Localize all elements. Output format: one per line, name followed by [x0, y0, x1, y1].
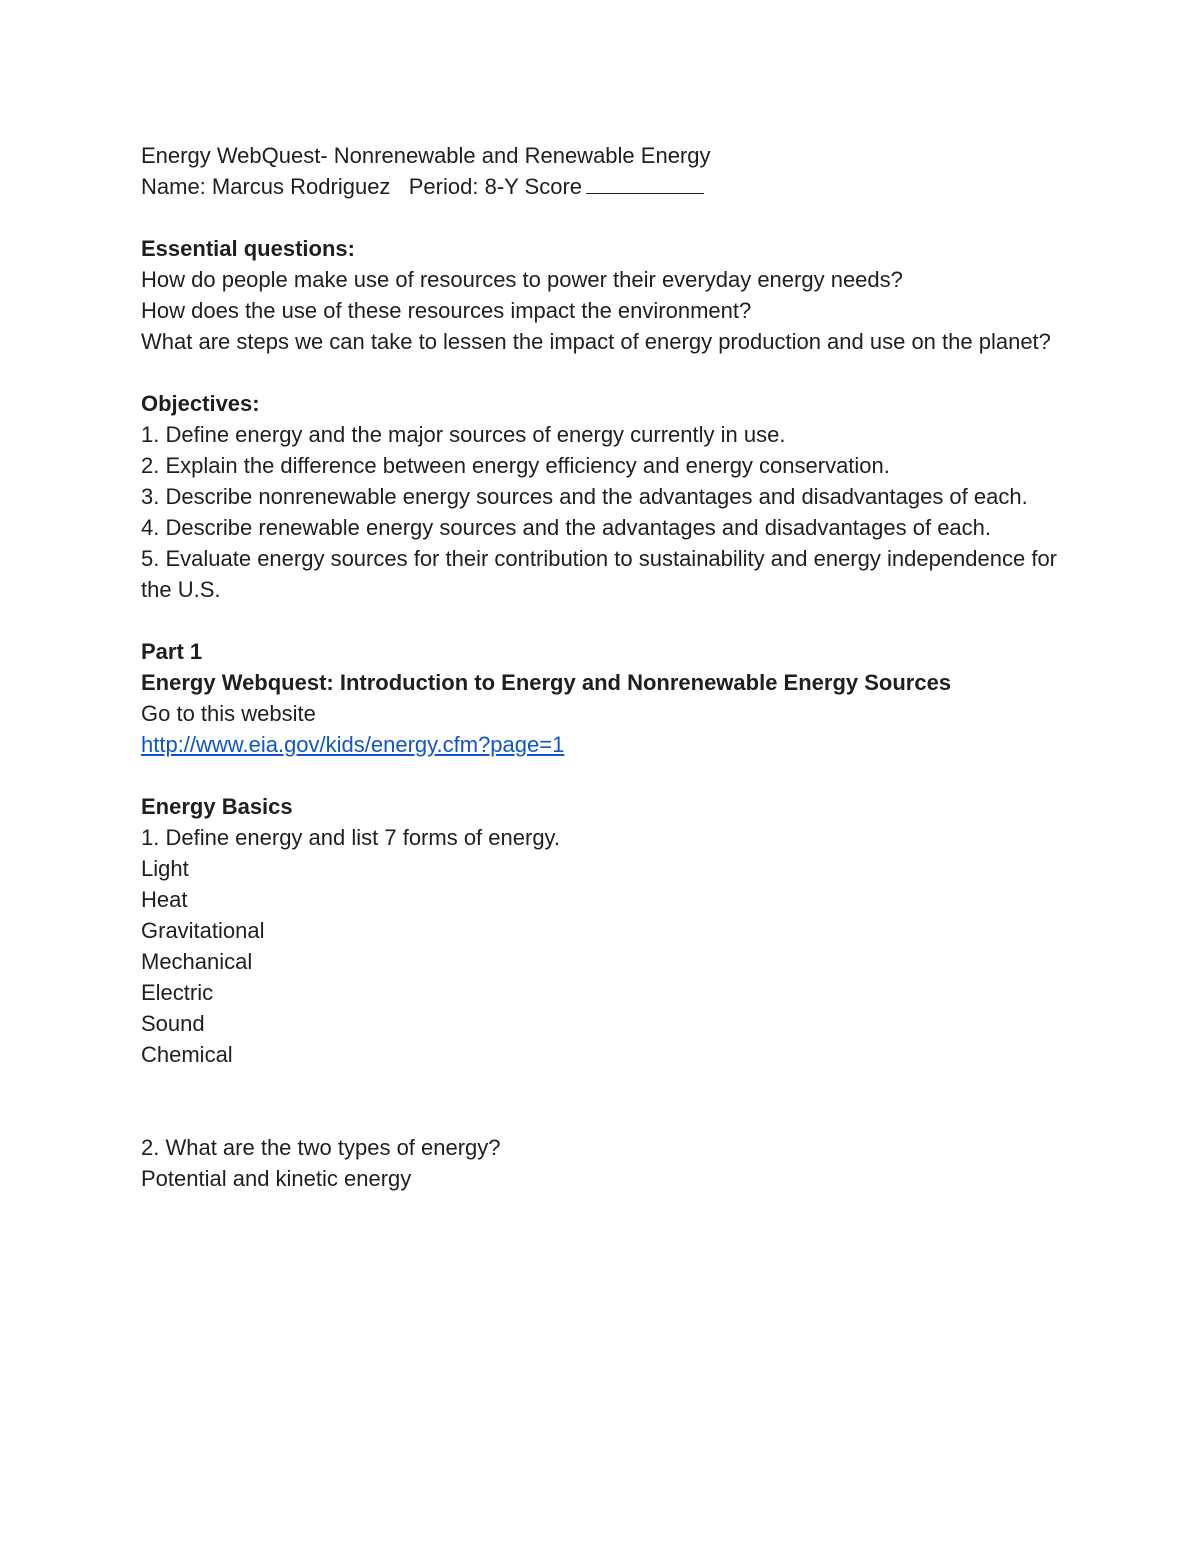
energy-form-item: Mechanical — [141, 949, 253, 974]
objective-item: 3. Describe nonrenewable energy sources and the advantages and disadvantages of each. — [141, 484, 1028, 509]
energy-basics-heading: Energy Basics — [141, 794, 293, 819]
spacer — [141, 1070, 1071, 1132]
energy-form-item: Light — [141, 856, 189, 881]
spacer — [141, 357, 1071, 388]
essential-question: How do people make use of resources to power their everyday energy needs? — [141, 267, 903, 292]
objective-item: 1. Define energy and the major sources of energy currently in use. — [141, 422, 786, 447]
energy-form-item: Chemical — [141, 1042, 233, 1067]
objective-item: 5. Evaluate energy sources for their contribution to sustainability and energy independence for the U.S. — [141, 546, 1064, 602]
energy-form-item: Heat — [141, 887, 188, 912]
part1-instruction: Go to this website — [141, 701, 316, 726]
objective-item: 4. Describe renewable energy sources and the advantages and disadvantages of each. — [141, 515, 992, 540]
objectives-heading: Objectives: — [141, 391, 260, 416]
question-1: 1. Define energy and list 7 forms of energy. — [141, 825, 561, 850]
student-info-line — [141, 171, 1071, 202]
spacer — [141, 202, 1071, 233]
score-blank-line — [586, 173, 704, 194]
essential-question: What are steps we can take to lessen the impact of energy production and use on the planet? — [141, 329, 1051, 354]
objective-item: 2. Explain the difference between energy efficiency and energy conservation. — [141, 453, 890, 478]
website-link[interactable]: http://www.eia.gov/kids/energy.cfm?page=1 — [141, 732, 565, 757]
spacer — [141, 605, 1071, 636]
energy-form-item: Sound — [141, 1011, 205, 1036]
website-link-line — [141, 729, 1071, 760]
student-info-text: Name: Marcus Rodriguez Period: 8-Y Score — [141, 174, 582, 199]
answer-2: Potential and kinetic energy — [141, 1166, 412, 1191]
essential-question: How does the use of these resources impact the environment? — [141, 298, 752, 323]
energy-form-item: Gravitational — [141, 918, 265, 943]
energy-form-item: Electric — [141, 980, 214, 1005]
essential-questions-heading: Essential questions: — [141, 236, 355, 261]
question-2: 2. What are the two types of energy? — [141, 1135, 501, 1160]
spacer — [141, 760, 1071, 791]
document-title: Energy WebQuest- Nonrenewable and Renewable Energy — [141, 143, 711, 168]
part1-label: Part 1 — [141, 639, 203, 664]
document-body — [141, 140, 1071, 1194]
part1-heading: Energy Webquest: Introduction to Energy and Nonrenewable Energy Sources — [141, 670, 952, 695]
